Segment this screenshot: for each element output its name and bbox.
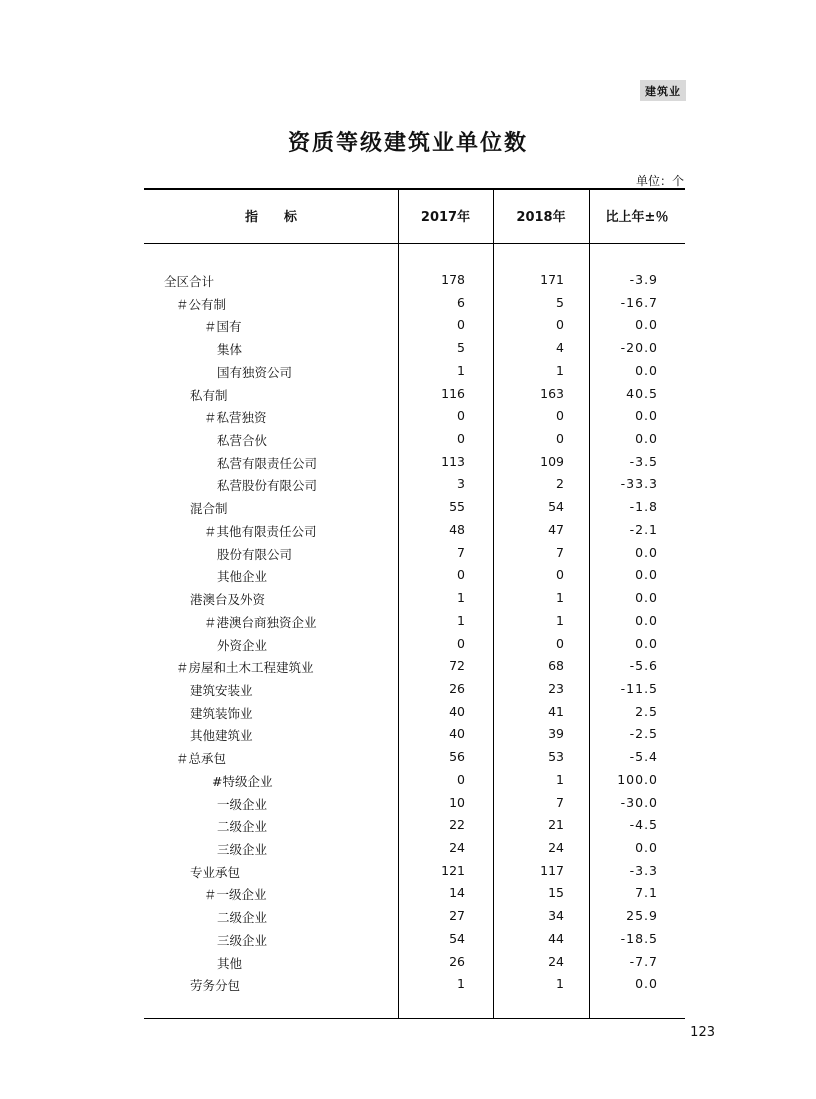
value-change: -2.5	[629, 726, 658, 742]
row-label: 其他建筑业	[190, 728, 253, 744]
value-2017: 24	[449, 839, 465, 855]
value-2017: 22	[449, 817, 465, 833]
value-change: 0.0	[635, 567, 658, 583]
value-change: 0.0	[635, 839, 658, 855]
table-row	[144, 405, 685, 428]
value-2017: 7	[457, 544, 465, 560]
table-row	[144, 610, 685, 633]
value-2018: 1	[556, 362, 564, 378]
row-label: 一级企业	[217, 796, 268, 812]
value-change: 0.0	[635, 408, 658, 424]
row-label: 私营股份有限公司	[217, 478, 318, 494]
table-header-rule	[144, 243, 685, 244]
value-2017: 26	[449, 953, 465, 969]
row-label: 建筑安装业	[190, 682, 253, 698]
value-2017: 121	[441, 862, 465, 878]
value-change: 0.0	[635, 612, 658, 628]
value-2018: 68	[548, 658, 564, 674]
table-row	[144, 451, 685, 474]
value-2017: 1	[457, 590, 465, 606]
row-label: 混合制	[190, 501, 228, 517]
value-2017: 14	[449, 885, 465, 901]
table-row	[144, 746, 685, 769]
header-change: 比上年±％	[605, 210, 669, 225]
value-2017: 0	[457, 317, 465, 333]
table-row	[144, 860, 685, 883]
value-2017: 1	[457, 362, 465, 378]
value-change: -3.3	[629, 862, 658, 878]
table-row	[144, 314, 685, 337]
value-2017: 0	[457, 431, 465, 447]
row-label: 二级企业	[217, 819, 268, 835]
header-2018: 2018年	[516, 210, 566, 225]
value-change: -5.6	[629, 658, 658, 674]
row-label: 外资企业	[217, 637, 268, 653]
value-change: -2.1	[629, 521, 658, 537]
table-row	[144, 428, 685, 451]
table-row	[144, 769, 685, 792]
value-2018: 44	[548, 930, 564, 946]
value-change: -18.5	[620, 930, 658, 946]
value-change: 0.0	[635, 635, 658, 651]
row-label: ＃私营独资	[204, 410, 267, 426]
value-change: 0.0	[635, 362, 658, 378]
value-2017: 0	[457, 771, 465, 787]
table-row	[144, 337, 685, 360]
value-2017: 26	[449, 680, 465, 696]
table-row	[144, 564, 685, 587]
value-change: -30.0	[620, 794, 658, 810]
value-2018: 171	[540, 272, 564, 287]
value-2018: 15	[548, 885, 564, 901]
table-row	[144, 882, 685, 905]
table-row	[144, 360, 685, 383]
value-2017: 40	[449, 703, 465, 719]
row-label: #特级企业	[212, 773, 273, 789]
value-2018: 0	[556, 431, 564, 447]
value-2018: 47	[548, 521, 564, 537]
row-label: ＃房屋和土木工程建筑业	[176, 660, 314, 676]
value-2018: 24	[548, 953, 564, 969]
value-change: 0.0	[635, 544, 658, 560]
row-label: 股份有限公司	[217, 546, 293, 562]
table-row	[144, 723, 685, 746]
value-change: -3.9	[629, 272, 658, 287]
table-row	[144, 587, 685, 610]
value-change: -33.3	[620, 476, 658, 492]
value-change: 0.0	[635, 317, 658, 333]
value-change: 0.0	[635, 431, 658, 447]
row-label: 其他企业	[217, 569, 268, 585]
table-row	[144, 655, 685, 678]
table-row	[144, 633, 685, 656]
value-change: 2.5	[635, 703, 658, 719]
value-2017: 1	[457, 612, 465, 628]
unit-label: 单位：个	[635, 174, 684, 188]
row-label: ＃一级企业	[204, 887, 267, 903]
table-row	[144, 519, 685, 542]
row-label: 劳务分包	[190, 978, 241, 994]
value-2017: 0	[457, 635, 465, 651]
row-label: 建筑装饰业	[190, 705, 253, 721]
value-change: 0.0	[635, 976, 658, 992]
value-change: 100.0	[617, 771, 658, 787]
value-2018: 1	[556, 771, 564, 787]
value-change: -16.7	[620, 294, 658, 310]
table-row	[144, 905, 685, 928]
row-label: ＃国有	[204, 319, 242, 335]
table-top-rule	[144, 188, 685, 190]
table-row	[144, 269, 685, 292]
value-2018: 0	[556, 567, 564, 583]
table-row	[144, 701, 685, 724]
value-2017: 72	[449, 658, 465, 674]
value-2018: 2	[556, 476, 564, 492]
value-2017: 178	[441, 272, 465, 287]
value-change: 25.9	[626, 908, 658, 924]
value-2017: 113	[441, 453, 465, 469]
value-change: 40.5	[626, 385, 658, 401]
table-bottom-rule	[144, 1018, 685, 1019]
value-2018: 7	[556, 544, 564, 560]
value-2018: 1	[556, 590, 564, 606]
row-label: ＃港澳台商独资企业	[204, 614, 317, 630]
table-row	[144, 292, 685, 315]
table-row	[144, 792, 685, 815]
table-row	[144, 837, 685, 860]
section-tag: 建筑业	[640, 80, 686, 101]
row-label: 三级企业	[217, 841, 268, 857]
row-label: 私有制	[190, 387, 228, 403]
row-label: 全区合计	[164, 274, 215, 289]
header-2017: 2017年	[420, 210, 471, 225]
row-label: 集体	[217, 342, 243, 358]
value-2018: 1	[556, 612, 564, 628]
row-label: 二级企业	[217, 910, 268, 926]
value-2017: 27	[449, 908, 465, 924]
row-label: 港澳台及外资	[190, 592, 266, 608]
value-2018: 0	[556, 635, 564, 651]
row-label: ＃公有制	[176, 296, 227, 312]
row-label: 三级企业	[217, 932, 268, 948]
row-label: ＃总承包	[176, 751, 227, 767]
table-row	[144, 814, 685, 837]
page-number: 123	[690, 1025, 715, 1040]
value-2017: 116	[441, 385, 465, 401]
value-2018: 109	[540, 453, 564, 469]
value-2018: 0	[556, 317, 564, 333]
value-2018: 0	[556, 408, 564, 424]
value-2018: 39	[548, 726, 564, 742]
value-2018: 1	[556, 976, 564, 992]
value-2018: 54	[548, 499, 564, 515]
table-row	[144, 928, 685, 951]
value-2018: 5	[556, 294, 564, 310]
value-2018: 34	[548, 908, 564, 924]
row-label: 私营合伙	[217, 433, 268, 449]
value-change: -3.5	[629, 453, 658, 469]
value-2018: 7	[556, 794, 564, 810]
value-change: -4.5	[629, 817, 658, 833]
value-2018: 21	[548, 817, 564, 833]
value-2018: 163	[540, 385, 564, 401]
value-2017: 0	[457, 567, 465, 583]
value-change: -20.0	[620, 340, 658, 356]
value-2017: 0	[457, 408, 465, 424]
value-change: 0.0	[635, 590, 658, 606]
table-row	[144, 473, 685, 496]
page-title: 资质等级建筑业单位数	[287, 130, 528, 156]
value-2017: 56	[449, 749, 465, 765]
value-change: -1.8	[629, 499, 658, 515]
row-label: 国有独资公司	[217, 364, 293, 380]
value-change: 7.1	[635, 885, 658, 901]
table-row	[144, 542, 685, 565]
row-label: 专业承包	[190, 864, 241, 880]
value-2018: 117	[540, 862, 564, 878]
value-2017: 10	[449, 794, 465, 810]
value-change: -11.5	[620, 680, 658, 696]
table-row	[144, 496, 685, 519]
row-label: 其他	[217, 955, 243, 971]
value-2018: 41	[548, 703, 564, 719]
value-2017: 48	[449, 521, 465, 537]
value-2017: 5	[457, 340, 465, 356]
value-2018: 4	[556, 340, 564, 356]
value-2017: 55	[449, 499, 465, 515]
value-2018: 23	[548, 680, 564, 696]
table-row	[144, 951, 685, 974]
table-row	[144, 383, 685, 406]
value-2017: 6	[457, 294, 465, 310]
value-change: -5.4	[629, 749, 658, 765]
table-row	[144, 678, 685, 701]
row-label: ＃其他有限责任公司	[204, 523, 317, 539]
value-2018: 53	[548, 749, 564, 765]
value-2017: 40	[449, 726, 465, 742]
table-body	[144, 269, 685, 996]
value-change: -7.7	[629, 953, 658, 969]
header-indicator: 指 标	[244, 210, 297, 225]
table-row	[144, 973, 685, 996]
value-2017: 54	[449, 930, 465, 946]
value-2018: 24	[548, 839, 564, 855]
row-label: 私营有限责任公司	[217, 455, 318, 471]
value-2017: 1	[457, 976, 465, 992]
value-2017: 3	[457, 476, 465, 492]
